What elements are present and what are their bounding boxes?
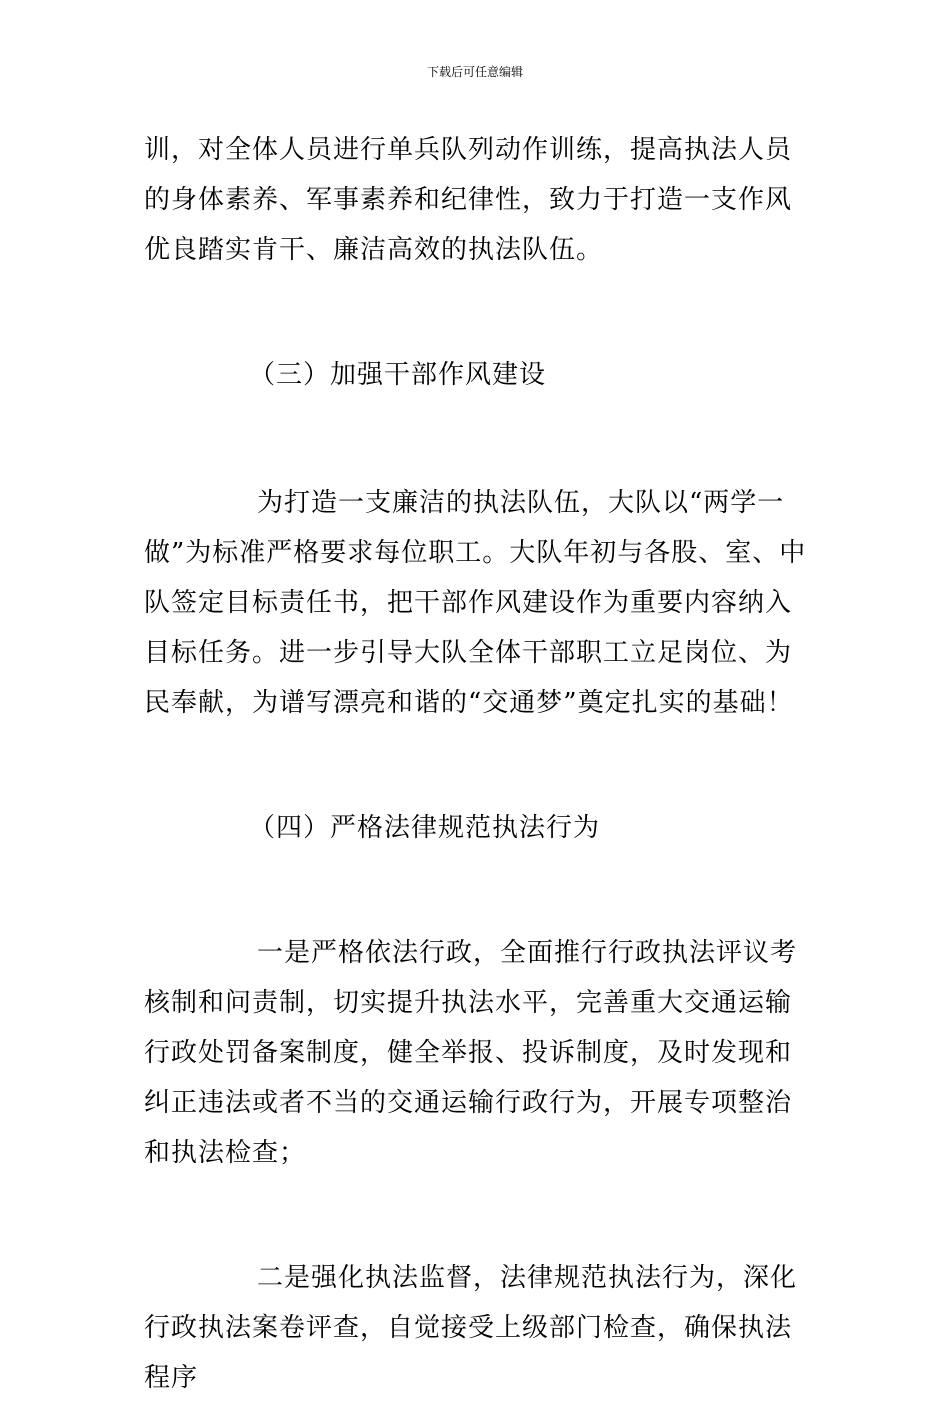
paragraph-training: 训，对全体人员进行单兵队列动作训练，提高执法人员的身体素养、军事素养和纪律性，致力于打造一支作风优良踏实肯干、廉洁高效的执法队伍。 xyxy=(144,135,793,265)
paragraph-spacer xyxy=(144,400,808,478)
document-body xyxy=(144,125,808,1403)
paragraph-supervision: 二是强化执法监督，法律规范执法行为，深化行政执法案卷评查，自觉接受上级部门检查，确保执法程序 xyxy=(144,1263,798,1393)
paragraph-spacer xyxy=(144,1178,808,1253)
section-heading-4: （四）严格法律规范执法行为 xyxy=(249,813,601,843)
paragraph-spacer xyxy=(144,275,808,350)
paragraph-spacer xyxy=(144,853,808,928)
paragraph-spacer xyxy=(144,728,808,803)
section-heading-3: （三）加强干部作风建设 xyxy=(249,360,547,390)
paragraph-cadre-style: 为打造一支廉洁的执法队伍，大队以“两学一做”为标准严格要求每位职工。大队年初与各股、室、中队签定目标责任书，把干部作风建设作为重要内容纳入目标任务。进一步引导大队全体干部职工立足岗位、为民奉献，为谱写漂亮和谐的“交通梦”奠定扎实的基础！ xyxy=(144,488,807,718)
page-header: 下载后可任意编辑 xyxy=(426,65,523,79)
paragraph-law-admin: 一是严格依法行政，全面推行行政执法评议考核制和问责制，切实提升执法水平，完善重大交通运输行政处罚备案制度，健全举报、投诉制度，及时发现和纠正违法或者不当的交通运输行政行为，开展专项整治和执法检查； xyxy=(144,938,798,1168)
